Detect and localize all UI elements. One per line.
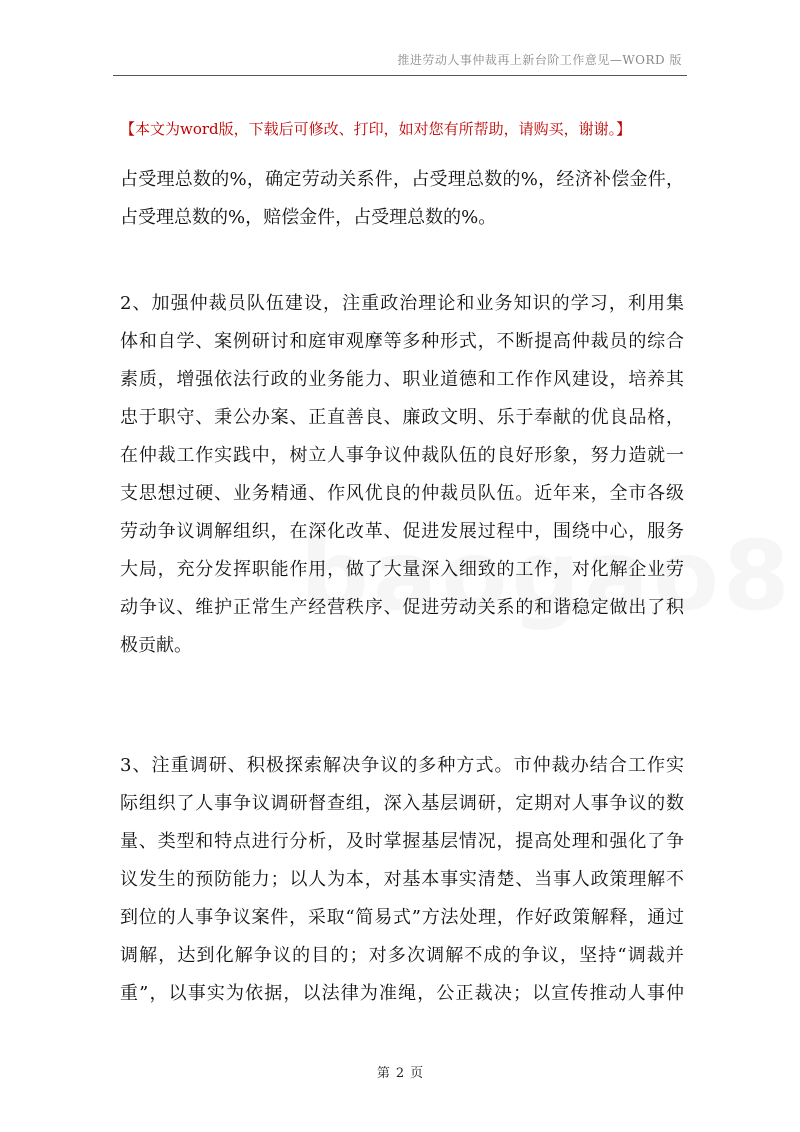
- page-label-suffix: 页: [410, 1066, 424, 1081]
- running-header: 推进劳动人事仲裁再上新台阶工作意见—WORD 版: [397, 53, 682, 67]
- text-line: 占受理总数的%，赔偿金件，占受理总数的%。: [120, 207, 497, 228]
- text-line: 在仲裁工作实践中，树立人事争议仲裁队伍的良好形象，努力造就一: [120, 445, 684, 466]
- text-line: 动争议、维护正常生产经营秩序、促进劳动关系的和谐稳定做出了积: [120, 597, 684, 618]
- paragraph-3: [120, 747, 684, 1013]
- text-line: 忠于职守、秉公办案、正直善良、廉政文明、乐于奉献的优良品格，: [120, 407, 684, 428]
- paragraph-1: [120, 161, 684, 237]
- text-line: 议发生的预防能力；以人为本，对基本事实清楚、当事人政策理解不: [120, 869, 684, 890]
- download-notice: 【本文为word版，下载后可修改、打印，如对您有所帮助，请购买，谢谢。】: [120, 120, 632, 138]
- text-line: 素质，增强依法行政的业务能力、职业道德和工作作风建设，培养其: [120, 369, 684, 390]
- paragraph-2: [120, 285, 684, 665]
- text-line: 量、类型和特点进行分析，及时掌握基层情况，提高处理和强化了争: [120, 831, 684, 852]
- text-line: 支思想过硬、业务精通、作风优良的仲裁员队伍。近年来，全市各级: [120, 483, 684, 504]
- text-line: 3、注重调研、积极探索解决争议的多种方式。市仲裁办结合工作实: [120, 755, 684, 776]
- text-line: 调解，达到化解争议的目的；对多次调解不成的争议，坚持“调裁并: [120, 945, 684, 966]
- text-line: 重”，以事实为依据，以法律为准绳，公正裁决；以宣传推动人事仲: [120, 983, 684, 1004]
- text-line: 极贡献。: [120, 635, 192, 656]
- page-footer: [0, 1062, 800, 1081]
- text-line: 际组织了人事争议调研督查组，深入基层调研，定期对人事争议的数: [120, 793, 684, 814]
- text-line: 劳动争议调解组织，在深化改革、促进发展过程中，围绕中心，服务: [120, 521, 684, 542]
- text-line: 2、加强仲裁员队伍建设，注重政治理论和业务知识的学习，利用集: [120, 293, 684, 314]
- header-divider: [113, 75, 687, 76]
- page-label-prefix: 第: [376, 1066, 390, 1081]
- text-line: 体和自学、案例研讨和庭审观摩等多种形式，不断提高仲裁员的综合: [120, 331, 684, 352]
- text-line: 到位的人事争议案件，采取“简易式”方法处理，作好政策解释，通过: [120, 907, 684, 928]
- text-line: 占受理总数的%，确定劳动关系件，占受理总数的%，经济补偿金件，: [120, 169, 684, 190]
- page-number: 2: [395, 1066, 405, 1081]
- text-line: 大局，充分发挥职能作用，做了大量深入细致的工作，对化解企业劳: [120, 559, 684, 580]
